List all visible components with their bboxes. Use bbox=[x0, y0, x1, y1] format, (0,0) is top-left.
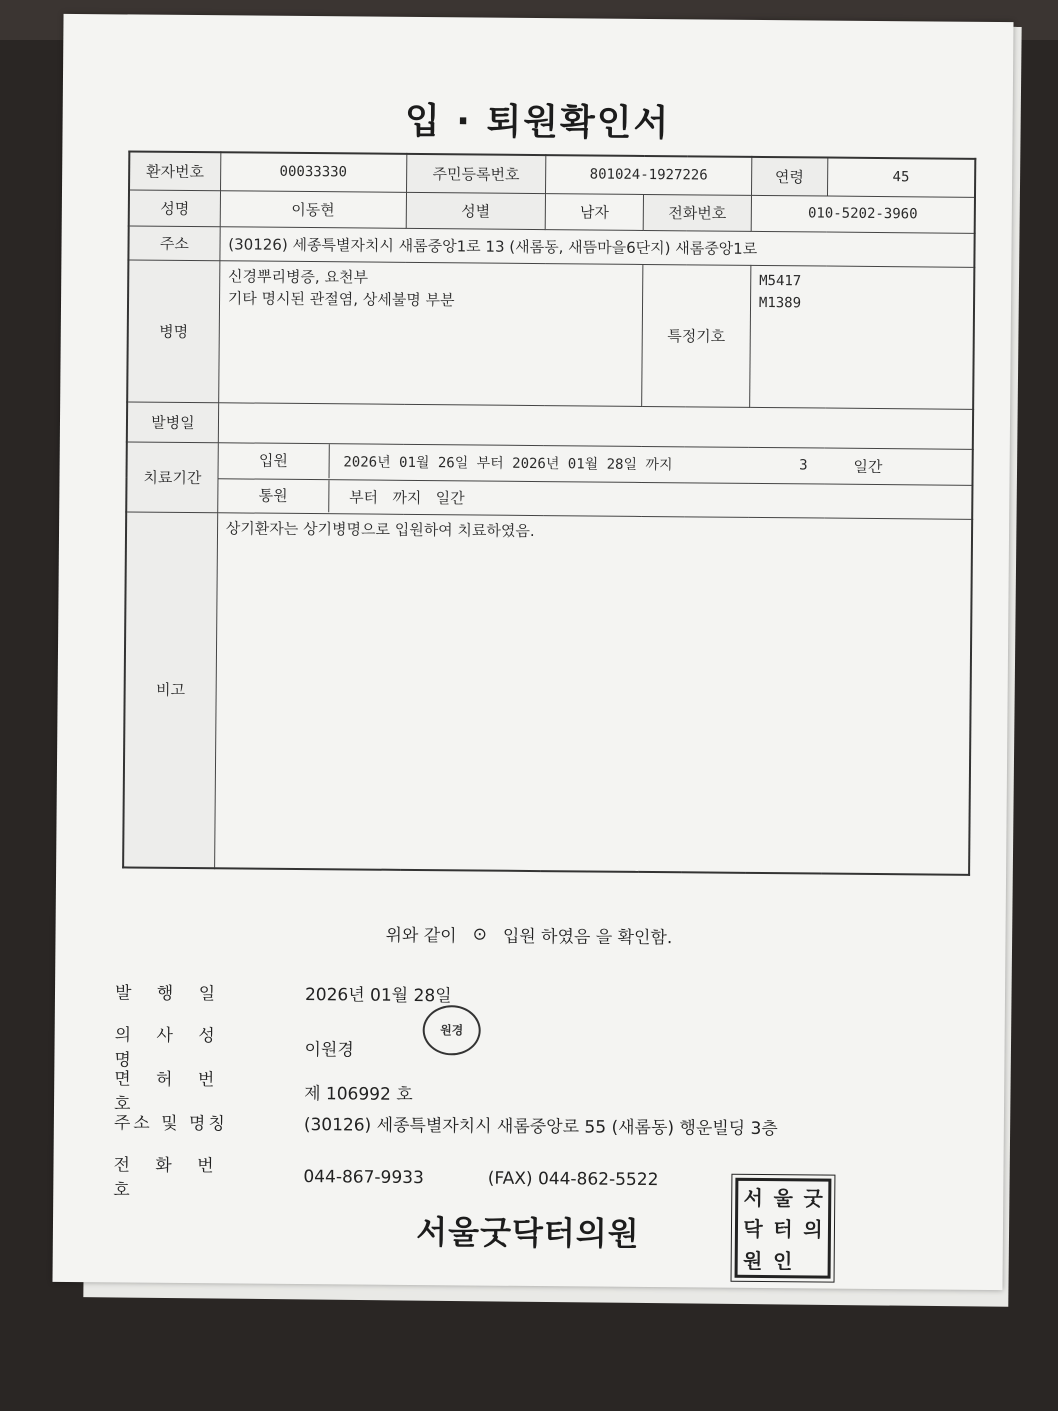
clinic-official-seal bbox=[735, 1178, 832, 1279]
special-code-cell bbox=[750, 265, 975, 409]
issue-date-value: 2026년 01월 28일 bbox=[304, 985, 452, 1007]
remarks-value: 상기환자는 상기병명으로 입원하여 치료하였음. bbox=[214, 512, 972, 875]
clinic-address-label: 주소 및 명칭 bbox=[113, 1113, 228, 1135]
special-code-2: M1389 bbox=[758, 294, 802, 311]
confirm-suffix: 입원 하였음 을 확인함. bbox=[502, 926, 673, 949]
seal-char-6: 의 bbox=[803, 1217, 823, 1243]
seal-char-1: 서 bbox=[743, 1186, 764, 1211]
label-name: 성명 bbox=[129, 189, 221, 226]
label-patient-no: 환자번호 bbox=[129, 151, 221, 190]
document-sheet bbox=[52, 14, 1013, 1290]
diagnosis-line-2: 기타 명시된 관절염, 상세불명 부분 bbox=[227, 288, 455, 309]
issue-date-row bbox=[115, 978, 452, 1006]
seal-char-5: 터 bbox=[773, 1217, 793, 1242]
clinic-fax-value: (FAX) 044-862-5522 bbox=[487, 1168, 659, 1191]
clinic-phone-row bbox=[113, 1150, 658, 1205]
special-code-1: M5417 bbox=[759, 272, 802, 289]
label-age: 연령 bbox=[751, 157, 827, 196]
clinic-phone-label: 전 화 번 호 bbox=[113, 1155, 224, 1201]
confirmation-footer bbox=[86, 874, 986, 1201]
row-remarks bbox=[123, 511, 972, 874]
label-treatment-period: 치료기간 bbox=[126, 441, 218, 512]
label-sex: 성별 bbox=[406, 192, 546, 229]
patient-no-value: 00033330 bbox=[220, 152, 406, 192]
clinic-address-value: (30126) 세종특별자치시 새롬중앙로 55 (새롬동) 행운빌딩 3층 bbox=[303, 1115, 778, 1140]
row-diagnosis bbox=[127, 259, 974, 408]
seal-char-2: 울 bbox=[773, 1186, 794, 1211]
label-diagnosis: 병명 bbox=[127, 259, 220, 402]
diagnosis-line-1: 신경뿌리병증, 요천부 bbox=[227, 266, 369, 287]
patient-info-table bbox=[122, 150, 976, 875]
resident-no-value: 801024-1927226 bbox=[546, 155, 752, 195]
label-outpatient: 통원 bbox=[218, 479, 329, 512]
label-resident-no: 주민등록번호 bbox=[406, 154, 546, 193]
confirm-prefix: 위와 같이 bbox=[385, 925, 457, 947]
license-label: 면 허 번 호 bbox=[113, 1069, 225, 1115]
label-phone: 전화번호 bbox=[643, 194, 751, 231]
seal-char-8: 인 bbox=[772, 1248, 793, 1274]
seal-char-7: 원 bbox=[742, 1248, 763, 1273]
doctor-seal-stamp bbox=[422, 1005, 480, 1056]
label-special-code: 특정기호 bbox=[642, 264, 751, 407]
clinic-name: 서울굿닥터의원 bbox=[416, 1213, 640, 1253]
seal-char-4: 닥 bbox=[743, 1217, 763, 1242]
onset-value bbox=[218, 402, 973, 449]
confirm-sentence bbox=[385, 921, 672, 949]
label-inpatient: 입원 bbox=[218, 443, 329, 478]
label-address: 주소 bbox=[128, 225, 220, 260]
age-value: 45 bbox=[827, 158, 975, 197]
inpatient-days-unit: 일간 bbox=[853, 457, 883, 476]
issue-date-label: 발 행 일 bbox=[114, 983, 226, 1005]
sex-value: 남자 bbox=[545, 193, 643, 230]
name-value: 이동현 bbox=[220, 190, 406, 228]
phone-value: 010-5202-3960 bbox=[751, 195, 975, 233]
diagnosis-cell bbox=[218, 260, 643, 406]
doctor-label: 의 사 성 명 bbox=[114, 1025, 225, 1071]
clinic-phone-value: 044-867-9933 bbox=[303, 1167, 424, 1189]
label-onset: 발병일 bbox=[127, 401, 219, 442]
license-value: 제 106992 호 bbox=[304, 1083, 413, 1105]
doctor-seal-text: 원경 bbox=[440, 1022, 464, 1037]
doctor-name: 이원경 bbox=[304, 1039, 354, 1060]
seal-char-3: 굿 bbox=[803, 1186, 824, 1211]
clinic-address-row bbox=[114, 1108, 778, 1139]
inpatient-days: 3 bbox=[799, 457, 808, 474]
inpatient-period: 2026년 01월 26일 부터 2026년 01월 28일 까지 bbox=[343, 454, 673, 474]
document-title: 입 · 퇴원확인서 bbox=[404, 100, 671, 145]
label-remarks: 비고 bbox=[123, 511, 217, 868]
confirm-mark: ⊙ bbox=[472, 923, 487, 945]
outpatient-period: 부터 까지 일간 bbox=[349, 487, 465, 507]
address-value: (30126) 세종특별자치시 새롬중앙1로 13 (새롬동, 새뜸마을6단지) 새롬중앙1로 bbox=[220, 226, 975, 267]
